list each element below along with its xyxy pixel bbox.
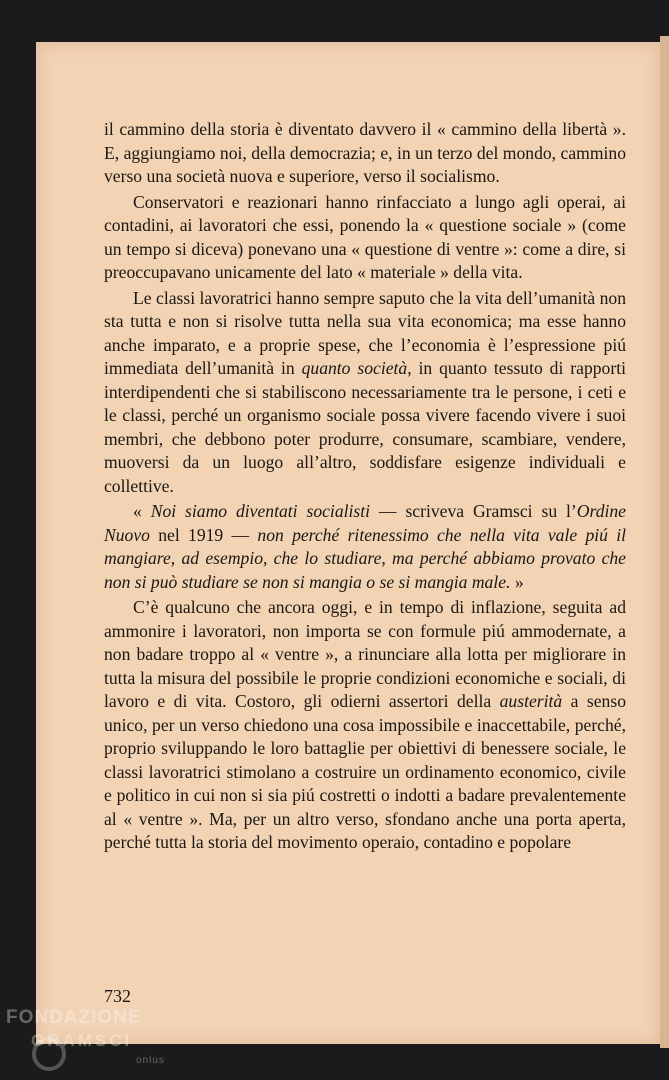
- text-run: «: [133, 501, 151, 521]
- text-run: in quanto tessuto di rapporti interdipendenti che si stabiliscono necessariamente tra le persone, i ceti e le classi, perché un organismo sociale possa vivere facendo vivere i suoi membri, che debbono poter produrre, consumare, scambiare, vendere, muoversi da un luogo all’altro, soddisfare esigenze individuali e collettive.: [104, 358, 626, 496]
- italic-text: Noi siamo diventati socialisti: [150, 501, 371, 521]
- text-run: Conservatori e reazionari hanno rinfacciato a lungo agli operai, ai contadini, ai lavoratori che essi, ponendo la « questione sociale » (come un tempo si diceva) ponevano una « questione di ventre »: come a dire, si preoccupavano unicamente del lato « materiale » della vita.: [104, 191, 626, 282]
- watermark-line1: FONDAZIONE: [6, 1007, 142, 1028]
- paragraph: [104, 118, 626, 189]
- text-run: — scriveva Gramsci su l’: [370, 501, 577, 521]
- italic-text: quanto società,: [301, 358, 412, 378]
- italic-text: Ordine Nuovo: [104, 501, 626, 545]
- watermark-line3: onlus: [136, 1055, 165, 1066]
- text-run: C’è qualcuno che ancora oggi, e in tempo di inflazione, seguita ad ammonire i lavoratori, non importa se con formule piú ammodernate, a non badare troppo al « ventre », a rinunciare alla lotta per migliorare in tutta la misura del possibile le proprie condizioni economiche e sociali, di lavoro e di vita. Costoro, gli odierni assertori della: [104, 597, 626, 711]
- paragraph: [104, 500, 626, 594]
- paragraph: [104, 191, 626, 285]
- page-number: 732: [104, 986, 131, 1006]
- text-run: a senso unico, per un verso chiedono una cosa impossibile e inaccettabile, perché, proprio sviluppando le loro battaglie per obiettivi di benessere sociale, le classi lavoratrici stimolano a costruire un ordinamento economico, civile e politico in cui non si sia piú costretti o indotti a badare prevalentemente al « ventre ». Ma, per un altro verso, sfondano anche una porta aperta, perché tutta la storia del movimento operaio, contadino e popolare: [104, 691, 626, 852]
- italic-text: austerità: [499, 691, 563, 711]
- text-run: nel 1919 —: [149, 524, 258, 545]
- text-run: Le classi lavoratrici hanno sempre saputo che la vita dell’umanità non sta tutta e non si risolve tutta nella sua vita economica; ma esse hanno anche imparato, e a proprie spese, che l’economia è l’espressione piú immediata dell’umanità in: [104, 287, 626, 378]
- page-edge: [660, 36, 669, 1048]
- page-body-text: [104, 118, 626, 857]
- watermark-line2: GRAMSCI: [31, 1031, 133, 1050]
- paragraph: [104, 596, 626, 855]
- italic-text: non perché ritenessimo che nella vita vale piú il mangiare, ad esempio, che lo studiare, ma perché abbiamo provato che non si può studiare se non si mangia o se si mangia male.: [104, 524, 626, 592]
- watermark-logo: [6, 1007, 165, 1066]
- paragraph: [104, 287, 626, 499]
- text-run: »: [510, 571, 524, 592]
- text-run: il cammino della storia è diventato davvero il « cammino della libertà ». E, aggiungiamo noi, della democrazia; e, in un terzo del mondo, cammino verso una società nuova e superiore, verso il socialismo.: [104, 119, 626, 186]
